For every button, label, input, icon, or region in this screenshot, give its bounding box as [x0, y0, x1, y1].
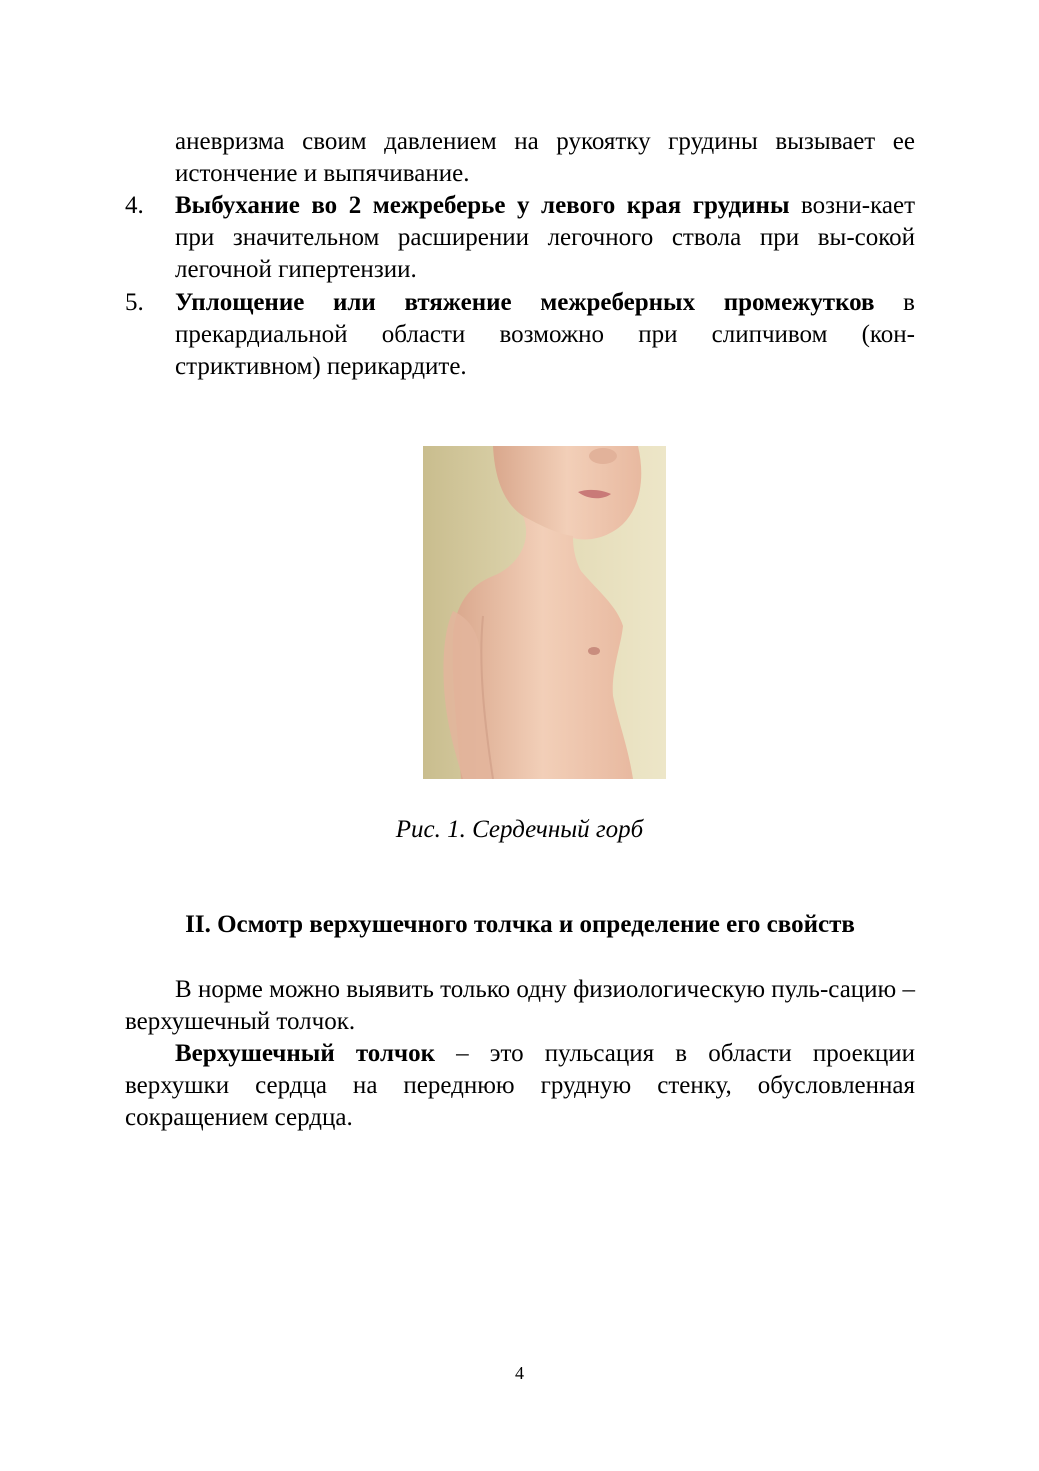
paragraph [125, 1038, 915, 1134]
continuation-text: аневризма своим давлением на рукоятку грудины вызывает ее истончение и выпячивание. [175, 128, 915, 187]
list-item-body [175, 190, 915, 286]
paragraph-text: – это пульсация в области проекции верхушки сердца на переднюю грудную стенку, обусловленная сокращением сердца. [125, 1040, 915, 1131]
list-item-5 [125, 287, 915, 383]
figure-photo [423, 446, 666, 779]
list-item-4 [125, 190, 915, 286]
list-number: 5. [125, 289, 144, 316]
paragraph-bold-term: Верхушечный толчок [175, 1040, 436, 1067]
section-heading: II. Осмотр верхушечного толчка и определение его свойств [185, 911, 855, 938]
list-item-bold-term: Выбухание во 2 межреберье у левого края грудины [175, 192, 790, 219]
child-torso-photo [423, 446, 666, 779]
figure-caption: Рис. 1. Сердечный горб [395, 816, 644, 843]
paragraph-text: В норме можно выявить только одну физиологическую пуль-сацию – верхушечный толчок. [125, 976, 915, 1035]
paragraph [125, 974, 915, 1038]
page-number: 4 [515, 1363, 524, 1383]
list-item-bold-term: Уплощение или втяжение межреберных промежутков [175, 289, 875, 316]
list-item-body [175, 287, 915, 383]
list-item-text: возни-кает при значительном расширении легочного ствола при вы-сокой легочной гипертензии. [175, 192, 915, 283]
list-item-text: в прекардиальной области возможно при слипчивом (кон-стриктивном) перикардите. [175, 289, 915, 380]
list-number: 4. [125, 192, 144, 219]
